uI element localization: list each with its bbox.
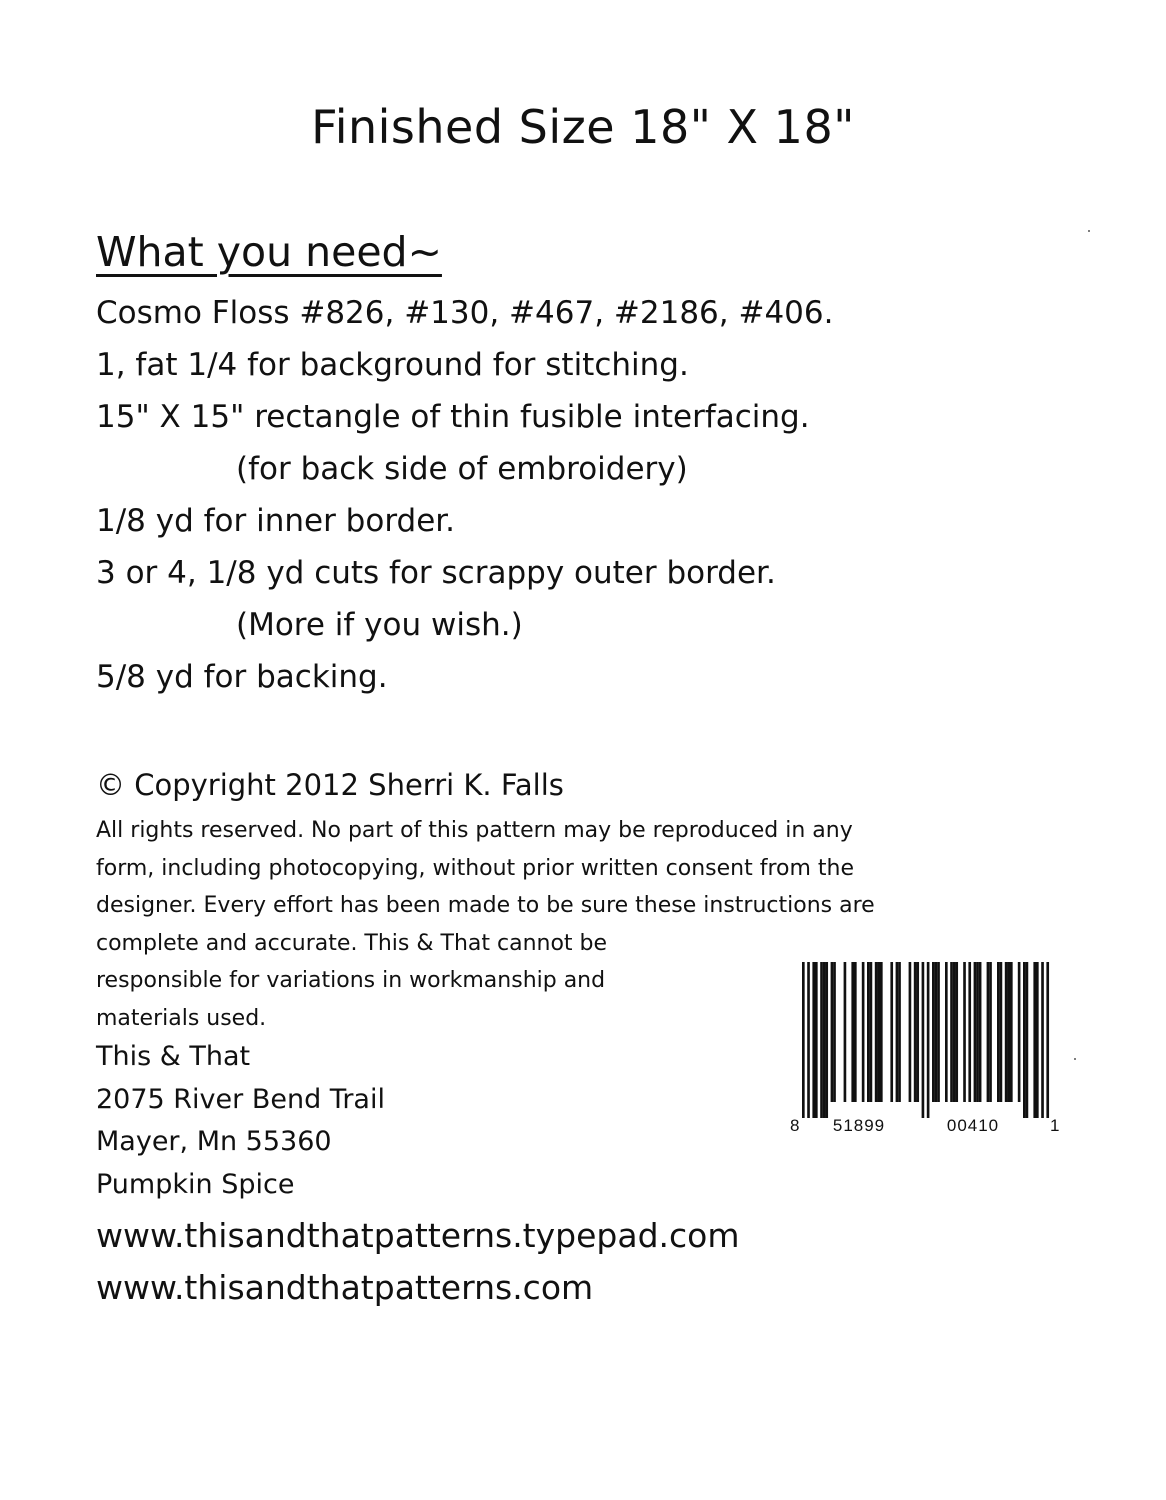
barcode-bar [825, 962, 828, 1118]
barcode-bar [976, 962, 979, 1102]
pattern-name: Pumpkin Spice [96, 1168, 295, 1200]
barcode-bar [916, 962, 919, 1102]
barcode-bar [867, 962, 870, 1102]
barcode-bar [807, 962, 810, 1118]
barcode-bar [1026, 962, 1029, 1118]
barcode-bar [862, 962, 865, 1102]
barcode-bar [968, 962, 971, 1102]
materials-item: 15" X 15" rectangle of thin fusible interfacing. [96, 399, 810, 435]
barcode-bar [989, 962, 992, 1102]
barcode-bar [1018, 962, 1021, 1102]
materials-item: 1, fat 1/4 for background for stitching. [96, 347, 689, 383]
barcode-bar [927, 962, 930, 1118]
website-url[interactable]: www.thisandthatpatterns.typepad.com [96, 1216, 740, 1255]
barcode-bar [823, 962, 826, 1118]
barcode-bar [1005, 962, 1008, 1102]
barcode-bar [955, 962, 958, 1102]
barcode-bar [851, 962, 854, 1102]
city-state-zip: Mayer, Mn 55360 [96, 1126, 332, 1157]
materials-item: Cosmo Floss #826, #130, #467, #2186, #406. [96, 295, 834, 331]
barcode-bar [1010, 962, 1013, 1102]
barcode-bar [950, 962, 953, 1102]
barcode-bar [802, 962, 805, 1118]
what-you-need-heading: What you need~ [96, 228, 442, 276]
materials-list [96, 287, 833, 703]
barcode-left-digits: 51899 [832, 1116, 886, 1135]
barcode-bar [1041, 962, 1044, 1118]
barcode-bar [844, 962, 847, 1102]
barcode-check-digit: 1 [1050, 1116, 1060, 1135]
barcode-bar [820, 962, 823, 1118]
rights-line: materials used. [96, 1005, 267, 1031]
scan-speck [1088, 230, 1090, 232]
barcode-bar [890, 962, 893, 1102]
barcode-bar [870, 962, 873, 1102]
barcode-bar [945, 962, 948, 1102]
barcode-bar [1007, 962, 1010, 1102]
rights-notice [96, 812, 875, 1038]
barcode-first-digit: 8 [790, 1116, 800, 1135]
barcode-bar [875, 962, 878, 1102]
barcode-bar [979, 962, 982, 1102]
barcode-bar [963, 962, 966, 1102]
materials-item: 5/8 yd for backing. [96, 659, 388, 695]
materials-item-note: (More if you wish.) [236, 607, 523, 643]
barcode-bar [896, 962, 899, 1102]
rights-line: All rights reserved. No part of this pattern may be reproduced in any [96, 818, 853, 843]
barcode-bar [815, 962, 818, 1118]
barcode-bar [898, 962, 901, 1102]
barcode-bar [812, 962, 815, 1118]
barcode-bar [1023, 962, 1026, 1118]
barcode-bar [880, 962, 883, 1102]
barcode-bar [1036, 962, 1039, 1118]
barcode-bar [1033, 962, 1036, 1118]
materials-item: 1/8 yd for inner border. [96, 503, 456, 539]
copyright-line: © Copyright 2012 Sherri K. Falls [96, 768, 564, 802]
barcode-bar [1000, 962, 1003, 1102]
rights-line: form, including photocopying, without prior written consent from the [96, 855, 855, 881]
street-address: 2075 River Bend Trail [96, 1083, 385, 1115]
materials-item: 3 or 4, 1/8 yd cuts for scrappy outer border. [96, 555, 776, 591]
barcode-bar [914, 962, 917, 1102]
rights-line: designer. Every effort has been made to be sure these instructions are [96, 893, 875, 919]
barcode-bar [987, 962, 990, 1102]
rights-line: complete and accurate. This & That cannot be [96, 930, 608, 956]
barcode-bar [877, 962, 880, 1102]
barcode-bar [833, 962, 836, 1102]
scan-speck [1074, 1058, 1076, 1060]
barcode-bar [854, 962, 857, 1102]
barcode-bar [1046, 962, 1049, 1118]
barcode-bar [922, 962, 925, 1118]
barcode-bar [937, 962, 940, 1102]
barcode-bars [802, 962, 1049, 1118]
website-url[interactable]: www.thisandthatpatterns.com [96, 1268, 594, 1307]
barcode-bar [831, 962, 834, 1102]
publisher-address [96, 1036, 385, 1206]
barcode-right-digits: 00410 [946, 1116, 1000, 1135]
pattern-title: Finished Size 18" X 18" [311, 100, 855, 154]
barcode-bar [974, 962, 977, 1102]
upc-barcode [784, 960, 1066, 1140]
barcode-bar [909, 962, 912, 1102]
publisher-name: This & That [96, 1041, 251, 1072]
barcode-bar [953, 962, 956, 1102]
barcode-graphic [784, 960, 1066, 1140]
barcode-bar [997, 962, 1000, 1102]
materials-item-note: (for back side of embroidery) [236, 451, 688, 487]
rights-line: responsible for variations in workmanship and [96, 968, 606, 994]
website-links [96, 1210, 739, 1314]
barcode-bar [935, 962, 938, 1102]
barcode-bar [932, 962, 935, 1102]
